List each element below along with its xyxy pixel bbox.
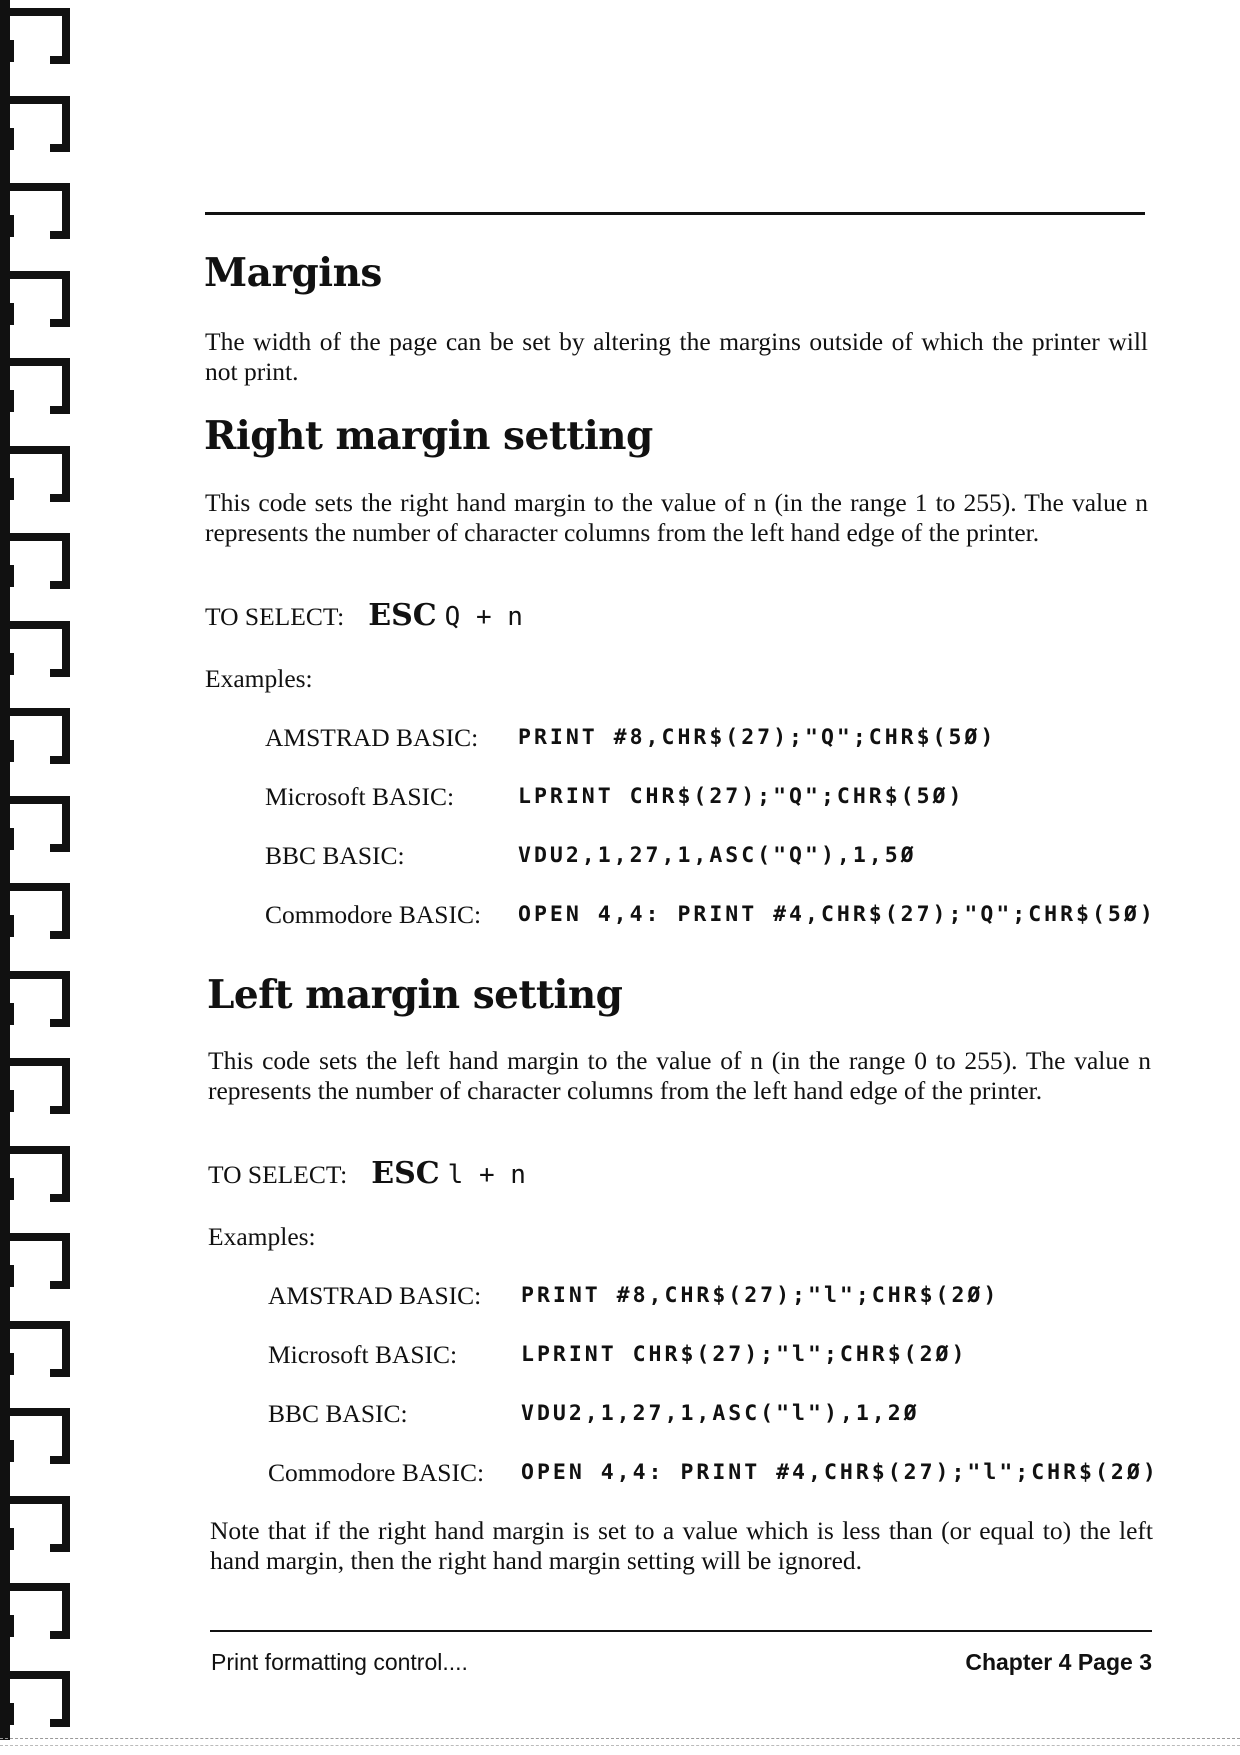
binding-ring: [0, 1671, 78, 1729]
binding-ring: [0, 1058, 78, 1116]
example-command: LPRINT CHR$(27);"Q";CHR$(5Ø): [518, 784, 965, 809]
binding-ring: [0, 708, 78, 766]
select-label: TO SELECT:: [208, 1160, 348, 1189]
example-language: Commodore BASIC:: [268, 1458, 485, 1487]
top-rule: [205, 212, 1145, 215]
margin-note: Note that if the right hand margin is set to a value which is less than (or equal to) the left hand margin, then the right hand margin setting will be ignored.: [210, 1516, 1153, 1575]
binding-ring: [0, 1321, 78, 1379]
binding-ring: [0, 446, 78, 504]
page-edge: [0, 1738, 1240, 1746]
binding-ring: [0, 1146, 78, 1204]
binding-ring: [0, 971, 78, 1029]
example-command: VDU2,1,27,1,ASC("Q"),1,5Ø: [518, 843, 917, 868]
right-examples-label: Examples:: [205, 664, 313, 693]
right-margin-select: [205, 598, 523, 633]
footer-rule: [210, 1630, 1152, 1632]
footer-page-number: Chapter 4 Page 3: [965, 1649, 1152, 1675]
binding-ring: [0, 533, 78, 591]
example-command: PRINT #8,CHR$(27);"Q";CHR$(5Ø): [518, 725, 997, 750]
left-margin-heading: Left margin setting: [207, 972, 623, 1018]
example-language: AMSTRAD BASIC:: [268, 1281, 482, 1310]
footer-section-title: Print formatting control....: [211, 1649, 468, 1675]
select-code: l + n: [447, 1160, 526, 1190]
esc-key: ESC: [371, 1156, 440, 1191]
binding-ring: [0, 96, 78, 154]
binding-spine: [0, 0, 10, 1740]
binding-ring: [0, 1496, 78, 1554]
example-language: Microsoft BASIC:: [265, 782, 455, 811]
spiral-binding: [0, 0, 80, 1755]
margins-heading: Margins: [204, 250, 382, 296]
binding-ring: [0, 1233, 78, 1291]
example-language: AMSTRAD BASIC:: [265, 723, 479, 752]
binding-ring: [0, 1408, 78, 1466]
binding-ring: [0, 8, 78, 66]
left-margin-body: This code sets the left hand margin to the value of n (in the range 0 to 255). The value n represents the number of character columns from the left hand edge of the printer.: [208, 1046, 1151, 1105]
example-command: OPEN 4,4: PRINT #4,CHR$(27);"Q";CHR$(5Ø): [518, 902, 1156, 927]
example-command: VDU2,1,27,1,ASC("l"),1,2Ø: [521, 1401, 920, 1426]
right-margin-heading: Right margin setting: [204, 413, 653, 459]
right-margin-body: This code sets the right hand margin to the value of n (in the range 1 to 255). The value n represents the number of character columns from the left hand edge of the printer.: [205, 488, 1148, 547]
example-language: BBC BASIC:: [268, 1399, 408, 1428]
example-language: Commodore BASIC:: [265, 900, 482, 929]
binding-ring: [0, 621, 78, 679]
binding-ring: [0, 358, 78, 416]
binding-ring: [0, 883, 78, 941]
example-language: Microsoft BASIC:: [268, 1340, 458, 1369]
binding-ring: [0, 183, 78, 241]
example-command: LPRINT CHR$(27);"l";CHR$(2Ø): [521, 1342, 968, 1367]
example-command: PRINT #8,CHR$(27);"l";CHR$(2Ø): [521, 1283, 1000, 1308]
binding-ring: [0, 1583, 78, 1641]
binding-ring: [0, 271, 78, 329]
esc-key: ESC: [368, 598, 437, 633]
example-language: BBC BASIC:: [265, 841, 405, 870]
left-examples-label: Examples:: [208, 1222, 316, 1251]
select-code: Q + n: [444, 602, 523, 632]
left-margin-select: [208, 1156, 526, 1191]
example-command: OPEN 4,4: PRINT #4,CHR$(27);"l";CHR$(2Ø): [521, 1460, 1159, 1485]
binding-ring: [0, 796, 78, 854]
margins-body: The width of the page can be set by altering the margins outside of which the printer will not print.: [205, 327, 1148, 386]
select-label: TO SELECT:: [205, 602, 345, 631]
